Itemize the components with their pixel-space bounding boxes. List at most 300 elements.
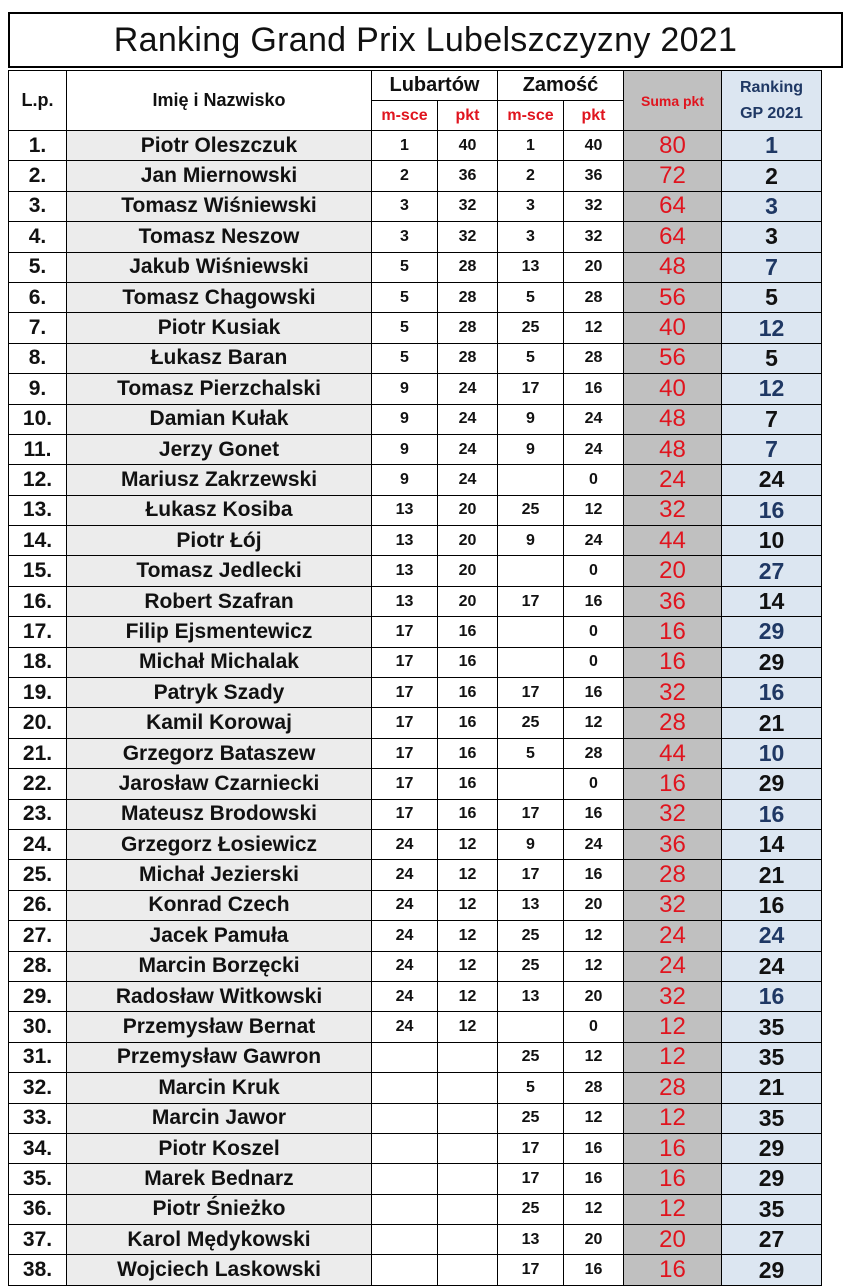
header-zamosc-points: pkt	[564, 101, 624, 131]
row-zamosc-points: 0	[564, 769, 624, 799]
row-lp: 5.	[9, 252, 67, 282]
row-lp: 27.	[9, 921, 67, 951]
row-name: Jakub Wiśniewski	[67, 252, 372, 282]
row-lubartow-place: 24	[372, 1012, 438, 1042]
row-zamosc-points: 16	[564, 1164, 624, 1194]
row-name: Grzegorz Łosiewicz	[67, 829, 372, 859]
row-lubartow-place	[372, 1133, 438, 1163]
row-lubartow-place: 5	[372, 313, 438, 343]
row-lp: 34.	[9, 1133, 67, 1163]
row-name: Piotr Kusiak	[67, 313, 372, 343]
table-row	[9, 434, 822, 464]
row-lp: 28.	[9, 951, 67, 981]
row-zamosc-points: 16	[564, 678, 624, 708]
row-lubartow-points	[438, 1042, 498, 1072]
row-name: Kamil Korowaj	[67, 708, 372, 738]
row-sum: 32	[624, 799, 722, 829]
row-ranking: 29	[722, 647, 822, 677]
row-zamosc-points: 32	[564, 191, 624, 221]
table-row	[9, 1225, 822, 1255]
row-sum: 12	[624, 1103, 722, 1133]
row-zamosc-place: 17	[498, 586, 564, 616]
table-row	[9, 586, 822, 616]
row-name: Piotr Koszel	[67, 1133, 372, 1163]
row-zamosc-place: 5	[498, 282, 564, 312]
row-lubartow-points: 20	[438, 586, 498, 616]
table-row	[9, 191, 822, 221]
row-lubartow-place: 24	[372, 951, 438, 981]
row-zamosc-points: 12	[564, 1194, 624, 1224]
row-lubartow-place: 5	[372, 252, 438, 282]
row-name: Michał Jezierski	[67, 860, 372, 890]
row-ranking: 10	[722, 526, 822, 556]
row-lubartow-place: 9	[372, 374, 438, 404]
row-name: Grzegorz Bataszew	[67, 738, 372, 768]
row-zamosc-points: 28	[564, 282, 624, 312]
row-zamosc-place: 5	[498, 738, 564, 768]
row-ranking: 29	[722, 1255, 822, 1285]
row-name: Jacek Pamuła	[67, 921, 372, 951]
row-lubartow-points: 12	[438, 829, 498, 859]
row-lubartow-place: 9	[372, 434, 438, 464]
row-lp: 30.	[9, 1012, 67, 1042]
row-lubartow-points: 12	[438, 860, 498, 890]
row-sum: 16	[624, 1255, 722, 1285]
row-zamosc-place: 5	[498, 343, 564, 373]
row-sum: 64	[624, 191, 722, 221]
row-zamosc-place: 5	[498, 1073, 564, 1103]
row-sum: 12	[624, 1194, 722, 1224]
row-zamosc-place: 13	[498, 252, 564, 282]
row-lubartow-points: 40	[438, 131, 498, 161]
row-lubartow-place: 5	[372, 343, 438, 373]
row-name: Patryk Szady	[67, 678, 372, 708]
row-zamosc-place: 25	[498, 1103, 564, 1133]
row-lp: 8.	[9, 343, 67, 373]
row-name: Tomasz Neszow	[67, 222, 372, 252]
header-zamosc-place: m-sce	[498, 101, 564, 131]
row-sum: 56	[624, 282, 722, 312]
row-ranking: 16	[722, 981, 822, 1011]
row-sum: 12	[624, 1042, 722, 1072]
table-row	[9, 404, 822, 434]
table-row	[9, 1042, 822, 1072]
table-row	[9, 708, 822, 738]
row-sum: 56	[624, 343, 722, 373]
row-zamosc-place: 25	[498, 708, 564, 738]
table-row	[9, 343, 822, 373]
row-zamosc-place: 13	[498, 981, 564, 1011]
row-name: Radosław Witkowski	[67, 981, 372, 1011]
row-ranking: 3	[722, 222, 822, 252]
row-zamosc-points: 0	[564, 556, 624, 586]
row-sum: 28	[624, 860, 722, 890]
row-lubartow-points: 16	[438, 799, 498, 829]
row-lubartow-place: 13	[372, 526, 438, 556]
row-lubartow-points: 16	[438, 678, 498, 708]
header-event-zamosc: Zamość	[498, 71, 624, 101]
header-event-lubartow: Lubartów	[372, 71, 498, 101]
row-lubartow-place: 17	[372, 738, 438, 768]
row-lp: 6.	[9, 282, 67, 312]
row-zamosc-place: 25	[498, 1194, 564, 1224]
row-lubartow-place	[372, 1255, 438, 1285]
row-zamosc-place	[498, 556, 564, 586]
row-name: Łukasz Baran	[67, 343, 372, 373]
row-name: Marcin Jawor	[67, 1103, 372, 1133]
row-sum: 32	[624, 890, 722, 920]
row-ranking: 29	[722, 769, 822, 799]
header-ranking-line2: GP 2021	[740, 104, 803, 122]
row-lp: 20.	[9, 708, 67, 738]
row-name: Piotr Łój	[67, 526, 372, 556]
row-name: Piotr Śnieżko	[67, 1194, 372, 1224]
header-ranking	[722, 71, 822, 131]
row-lp: 11.	[9, 434, 67, 464]
row-lubartow-place: 24	[372, 890, 438, 920]
row-zamosc-points: 0	[564, 465, 624, 495]
table-row	[9, 951, 822, 981]
row-lubartow-place	[372, 1225, 438, 1255]
row-lubartow-place: 3	[372, 222, 438, 252]
row-lubartow-points	[438, 1103, 498, 1133]
row-zamosc-place: 25	[498, 951, 564, 981]
row-lp: 7.	[9, 313, 67, 343]
row-ranking: 1	[722, 131, 822, 161]
row-zamosc-points: 20	[564, 981, 624, 1011]
row-name: Filip Ejsmentewicz	[67, 617, 372, 647]
row-ranking: 5	[722, 282, 822, 312]
row-sum: 36	[624, 586, 722, 616]
table-row	[9, 526, 822, 556]
table-row	[9, 252, 822, 282]
row-lubartow-points: 12	[438, 1012, 498, 1042]
row-name: Tomasz Jedlecki	[67, 556, 372, 586]
row-zamosc-points: 12	[564, 1042, 624, 1072]
row-lp: 23.	[9, 799, 67, 829]
row-lp: 16.	[9, 586, 67, 616]
row-sum: 24	[624, 921, 722, 951]
row-name: Damian Kułak	[67, 404, 372, 434]
header-ranking-line1: Ranking	[739, 78, 804, 96]
row-lp: 9.	[9, 374, 67, 404]
row-lubartow-points: 24	[438, 465, 498, 495]
table-row	[9, 1194, 822, 1224]
row-sum: 32	[624, 495, 722, 525]
row-zamosc-points: 24	[564, 526, 624, 556]
row-zamosc-points: 0	[564, 617, 624, 647]
row-ranking: 16	[722, 678, 822, 708]
row-ranking: 14	[722, 829, 822, 859]
header-sum: Suma pkt	[624, 71, 722, 131]
row-sum: 48	[624, 252, 722, 282]
row-lp: 17.	[9, 617, 67, 647]
row-sum: 16	[624, 647, 722, 677]
table-row	[9, 556, 822, 586]
row-lubartow-points: 28	[438, 313, 498, 343]
table-row	[9, 860, 822, 890]
row-ranking: 27	[722, 1225, 822, 1255]
row-lubartow-points: 20	[438, 526, 498, 556]
row-lubartow-place: 5	[372, 282, 438, 312]
row-ranking: 35	[722, 1103, 822, 1133]
row-name: Marek Bednarz	[67, 1164, 372, 1194]
row-ranking: 12	[722, 374, 822, 404]
row-name: Tomasz Wiśniewski	[67, 191, 372, 221]
row-lubartow-place	[372, 1194, 438, 1224]
row-lubartow-points: 28	[438, 343, 498, 373]
row-ranking: 14	[722, 586, 822, 616]
row-ranking: 12	[722, 313, 822, 343]
row-lp: 38.	[9, 1255, 67, 1285]
row-zamosc-points: 20	[564, 252, 624, 282]
row-name: Michał Michalak	[67, 647, 372, 677]
row-ranking: 7	[722, 404, 822, 434]
row-name: Łukasz Kosiba	[67, 495, 372, 525]
row-zamosc-points: 16	[564, 374, 624, 404]
row-ranking: 24	[722, 921, 822, 951]
row-zamosc-points: 36	[564, 161, 624, 191]
row-name: Przemysław Gawron	[67, 1042, 372, 1072]
header-name: Imię i Nazwisko	[67, 71, 372, 131]
row-zamosc-place: 1	[498, 131, 564, 161]
row-lubartow-place: 2	[372, 161, 438, 191]
table-row	[9, 769, 822, 799]
row-zamosc-place: 17	[498, 860, 564, 890]
row-zamosc-points: 24	[564, 404, 624, 434]
table-row	[9, 1133, 822, 1163]
ranking-rows	[9, 131, 822, 1286]
row-lubartow-points: 12	[438, 951, 498, 981]
row-zamosc-place	[498, 647, 564, 677]
row-lp: 13.	[9, 495, 67, 525]
row-lp: 33.	[9, 1103, 67, 1133]
row-sum: 16	[624, 1164, 722, 1194]
table-row	[9, 981, 822, 1011]
row-sum: 24	[624, 951, 722, 981]
row-lubartow-place: 9	[372, 465, 438, 495]
row-ranking: 35	[722, 1194, 822, 1224]
row-name: Jerzy Gonet	[67, 434, 372, 464]
table-row	[9, 1255, 822, 1285]
row-sum: 16	[624, 769, 722, 799]
row-ranking: 7	[722, 434, 822, 464]
row-lubartow-place: 9	[372, 404, 438, 434]
row-lubartow-points: 20	[438, 495, 498, 525]
row-lubartow-place: 13	[372, 495, 438, 525]
row-ranking: 29	[722, 1164, 822, 1194]
row-zamosc-points: 24	[564, 434, 624, 464]
row-zamosc-points: 12	[564, 1103, 624, 1133]
row-name: Mateusz Brodowski	[67, 799, 372, 829]
row-zamosc-place: 17	[498, 1133, 564, 1163]
row-ranking: 35	[722, 1042, 822, 1072]
row-ranking: 3	[722, 191, 822, 221]
row-sum: 20	[624, 1225, 722, 1255]
row-zamosc-place	[498, 769, 564, 799]
row-lubartow-points	[438, 1133, 498, 1163]
row-zamosc-points: 16	[564, 586, 624, 616]
table-row	[9, 1073, 822, 1103]
row-lubartow-points: 32	[438, 222, 498, 252]
row-zamosc-place: 25	[498, 495, 564, 525]
table-row	[9, 1164, 822, 1194]
row-zamosc-points: 24	[564, 829, 624, 859]
row-ranking: 16	[722, 890, 822, 920]
row-ranking: 21	[722, 860, 822, 890]
table-row	[9, 313, 822, 343]
row-name: Robert Szafran	[67, 586, 372, 616]
row-lubartow-place: 17	[372, 647, 438, 677]
row-lp: 4.	[9, 222, 67, 252]
row-lp: 21.	[9, 738, 67, 768]
row-zamosc-place: 3	[498, 191, 564, 221]
row-zamosc-place: 9	[498, 829, 564, 859]
row-lubartow-points: 24	[438, 434, 498, 464]
row-lp: 1.	[9, 131, 67, 161]
row-zamosc-place: 3	[498, 222, 564, 252]
row-ranking: 24	[722, 951, 822, 981]
row-lubartow-points	[438, 1255, 498, 1285]
row-zamosc-points: 16	[564, 860, 624, 890]
row-lubartow-points: 36	[438, 161, 498, 191]
row-zamosc-place: 17	[498, 799, 564, 829]
row-ranking: 5	[722, 343, 822, 373]
row-lubartow-place: 3	[372, 191, 438, 221]
row-name: Konrad Czech	[67, 890, 372, 920]
row-name: Mariusz Zakrzewski	[67, 465, 372, 495]
row-sum: 40	[624, 374, 722, 404]
row-lubartow-place: 13	[372, 586, 438, 616]
table-row	[9, 921, 822, 951]
row-sum: 36	[624, 829, 722, 859]
row-lubartow-place	[372, 1164, 438, 1194]
row-name: Wojciech Laskowski	[67, 1255, 372, 1285]
row-zamosc-place: 13	[498, 890, 564, 920]
row-lubartow-place: 17	[372, 678, 438, 708]
row-lp: 14.	[9, 526, 67, 556]
row-sum: 16	[624, 1133, 722, 1163]
table-row	[9, 617, 822, 647]
row-lp: 2.	[9, 161, 67, 191]
row-lubartow-points	[438, 1225, 498, 1255]
row-zamosc-points: 32	[564, 222, 624, 252]
row-zamosc-place	[498, 465, 564, 495]
row-lp: 12.	[9, 465, 67, 495]
row-zamosc-points: 28	[564, 343, 624, 373]
row-lp: 18.	[9, 647, 67, 677]
header-lp: L.p.	[9, 71, 67, 131]
row-lubartow-points: 32	[438, 191, 498, 221]
row-zamosc-points: 12	[564, 495, 624, 525]
row-sum: 72	[624, 161, 722, 191]
row-lp: 29.	[9, 981, 67, 1011]
row-zamosc-place: 13	[498, 1225, 564, 1255]
row-ranking: 21	[722, 1073, 822, 1103]
row-sum: 32	[624, 678, 722, 708]
row-zamosc-place: 9	[498, 526, 564, 556]
row-lp: 26.	[9, 890, 67, 920]
row-lp: 19.	[9, 678, 67, 708]
row-name: Piotr Oleszczuk	[67, 131, 372, 161]
row-zamosc-place: 25	[498, 921, 564, 951]
row-lp: 10.	[9, 404, 67, 434]
table-row	[9, 465, 822, 495]
row-lubartow-points: 16	[438, 769, 498, 799]
row-sum: 12	[624, 1012, 722, 1042]
row-zamosc-place: 9	[498, 434, 564, 464]
table-row	[9, 282, 822, 312]
header-lubartow-place: m-sce	[372, 101, 438, 131]
header-lubartow-points: pkt	[438, 101, 498, 131]
row-lubartow-points	[438, 1164, 498, 1194]
row-lubartow-points	[438, 1194, 498, 1224]
row-zamosc-place: 17	[498, 1255, 564, 1285]
table-row	[9, 890, 822, 920]
row-sum: 64	[624, 222, 722, 252]
row-zamosc-points: 40	[564, 131, 624, 161]
row-lubartow-points: 12	[438, 921, 498, 951]
row-lubartow-place	[372, 1042, 438, 1072]
row-zamosc-place: 17	[498, 1164, 564, 1194]
table-row	[9, 738, 822, 768]
row-lubartow-points	[438, 1073, 498, 1103]
row-sum: 48	[624, 404, 722, 434]
row-name: Jan Miernowski	[67, 161, 372, 191]
row-sum: 48	[624, 434, 722, 464]
table-row	[9, 1012, 822, 1042]
row-lubartow-place: 17	[372, 708, 438, 738]
row-lubartow-points: 28	[438, 252, 498, 282]
row-name: Jarosław Czarniecki	[67, 769, 372, 799]
table-row	[9, 222, 822, 252]
row-ranking: 2	[722, 161, 822, 191]
row-name: Tomasz Pierzchalski	[67, 374, 372, 404]
row-ranking: 16	[722, 495, 822, 525]
row-zamosc-place	[498, 1012, 564, 1042]
row-zamosc-place: 9	[498, 404, 564, 434]
row-lubartow-points: 16	[438, 617, 498, 647]
row-lubartow-place: 24	[372, 860, 438, 890]
row-lubartow-place: 1	[372, 131, 438, 161]
row-lubartow-points: 28	[438, 282, 498, 312]
row-zamosc-points: 20	[564, 890, 624, 920]
row-zamosc-points: 12	[564, 951, 624, 981]
row-name: Tomasz Chagowski	[67, 282, 372, 312]
row-lp: 22.	[9, 769, 67, 799]
ranking-table	[8, 70, 822, 1286]
row-zamosc-place	[498, 617, 564, 647]
row-ranking: 24	[722, 465, 822, 495]
row-ranking: 16	[722, 799, 822, 829]
row-name: Karol Mędykowski	[67, 1225, 372, 1255]
row-name: Marcin Kruk	[67, 1073, 372, 1103]
row-lubartow-place: 17	[372, 769, 438, 799]
table-row	[9, 495, 822, 525]
row-lubartow-place	[372, 1103, 438, 1133]
row-lp: 32.	[9, 1073, 67, 1103]
row-lp: 37.	[9, 1225, 67, 1255]
row-sum: 32	[624, 981, 722, 1011]
row-zamosc-points: 12	[564, 708, 624, 738]
row-zamosc-points: 12	[564, 313, 624, 343]
row-sum: 44	[624, 526, 722, 556]
row-sum: 20	[624, 556, 722, 586]
table-row	[9, 799, 822, 829]
row-zamosc-points: 16	[564, 799, 624, 829]
row-lubartow-points: 24	[438, 404, 498, 434]
row-zamosc-points: 16	[564, 1255, 624, 1285]
